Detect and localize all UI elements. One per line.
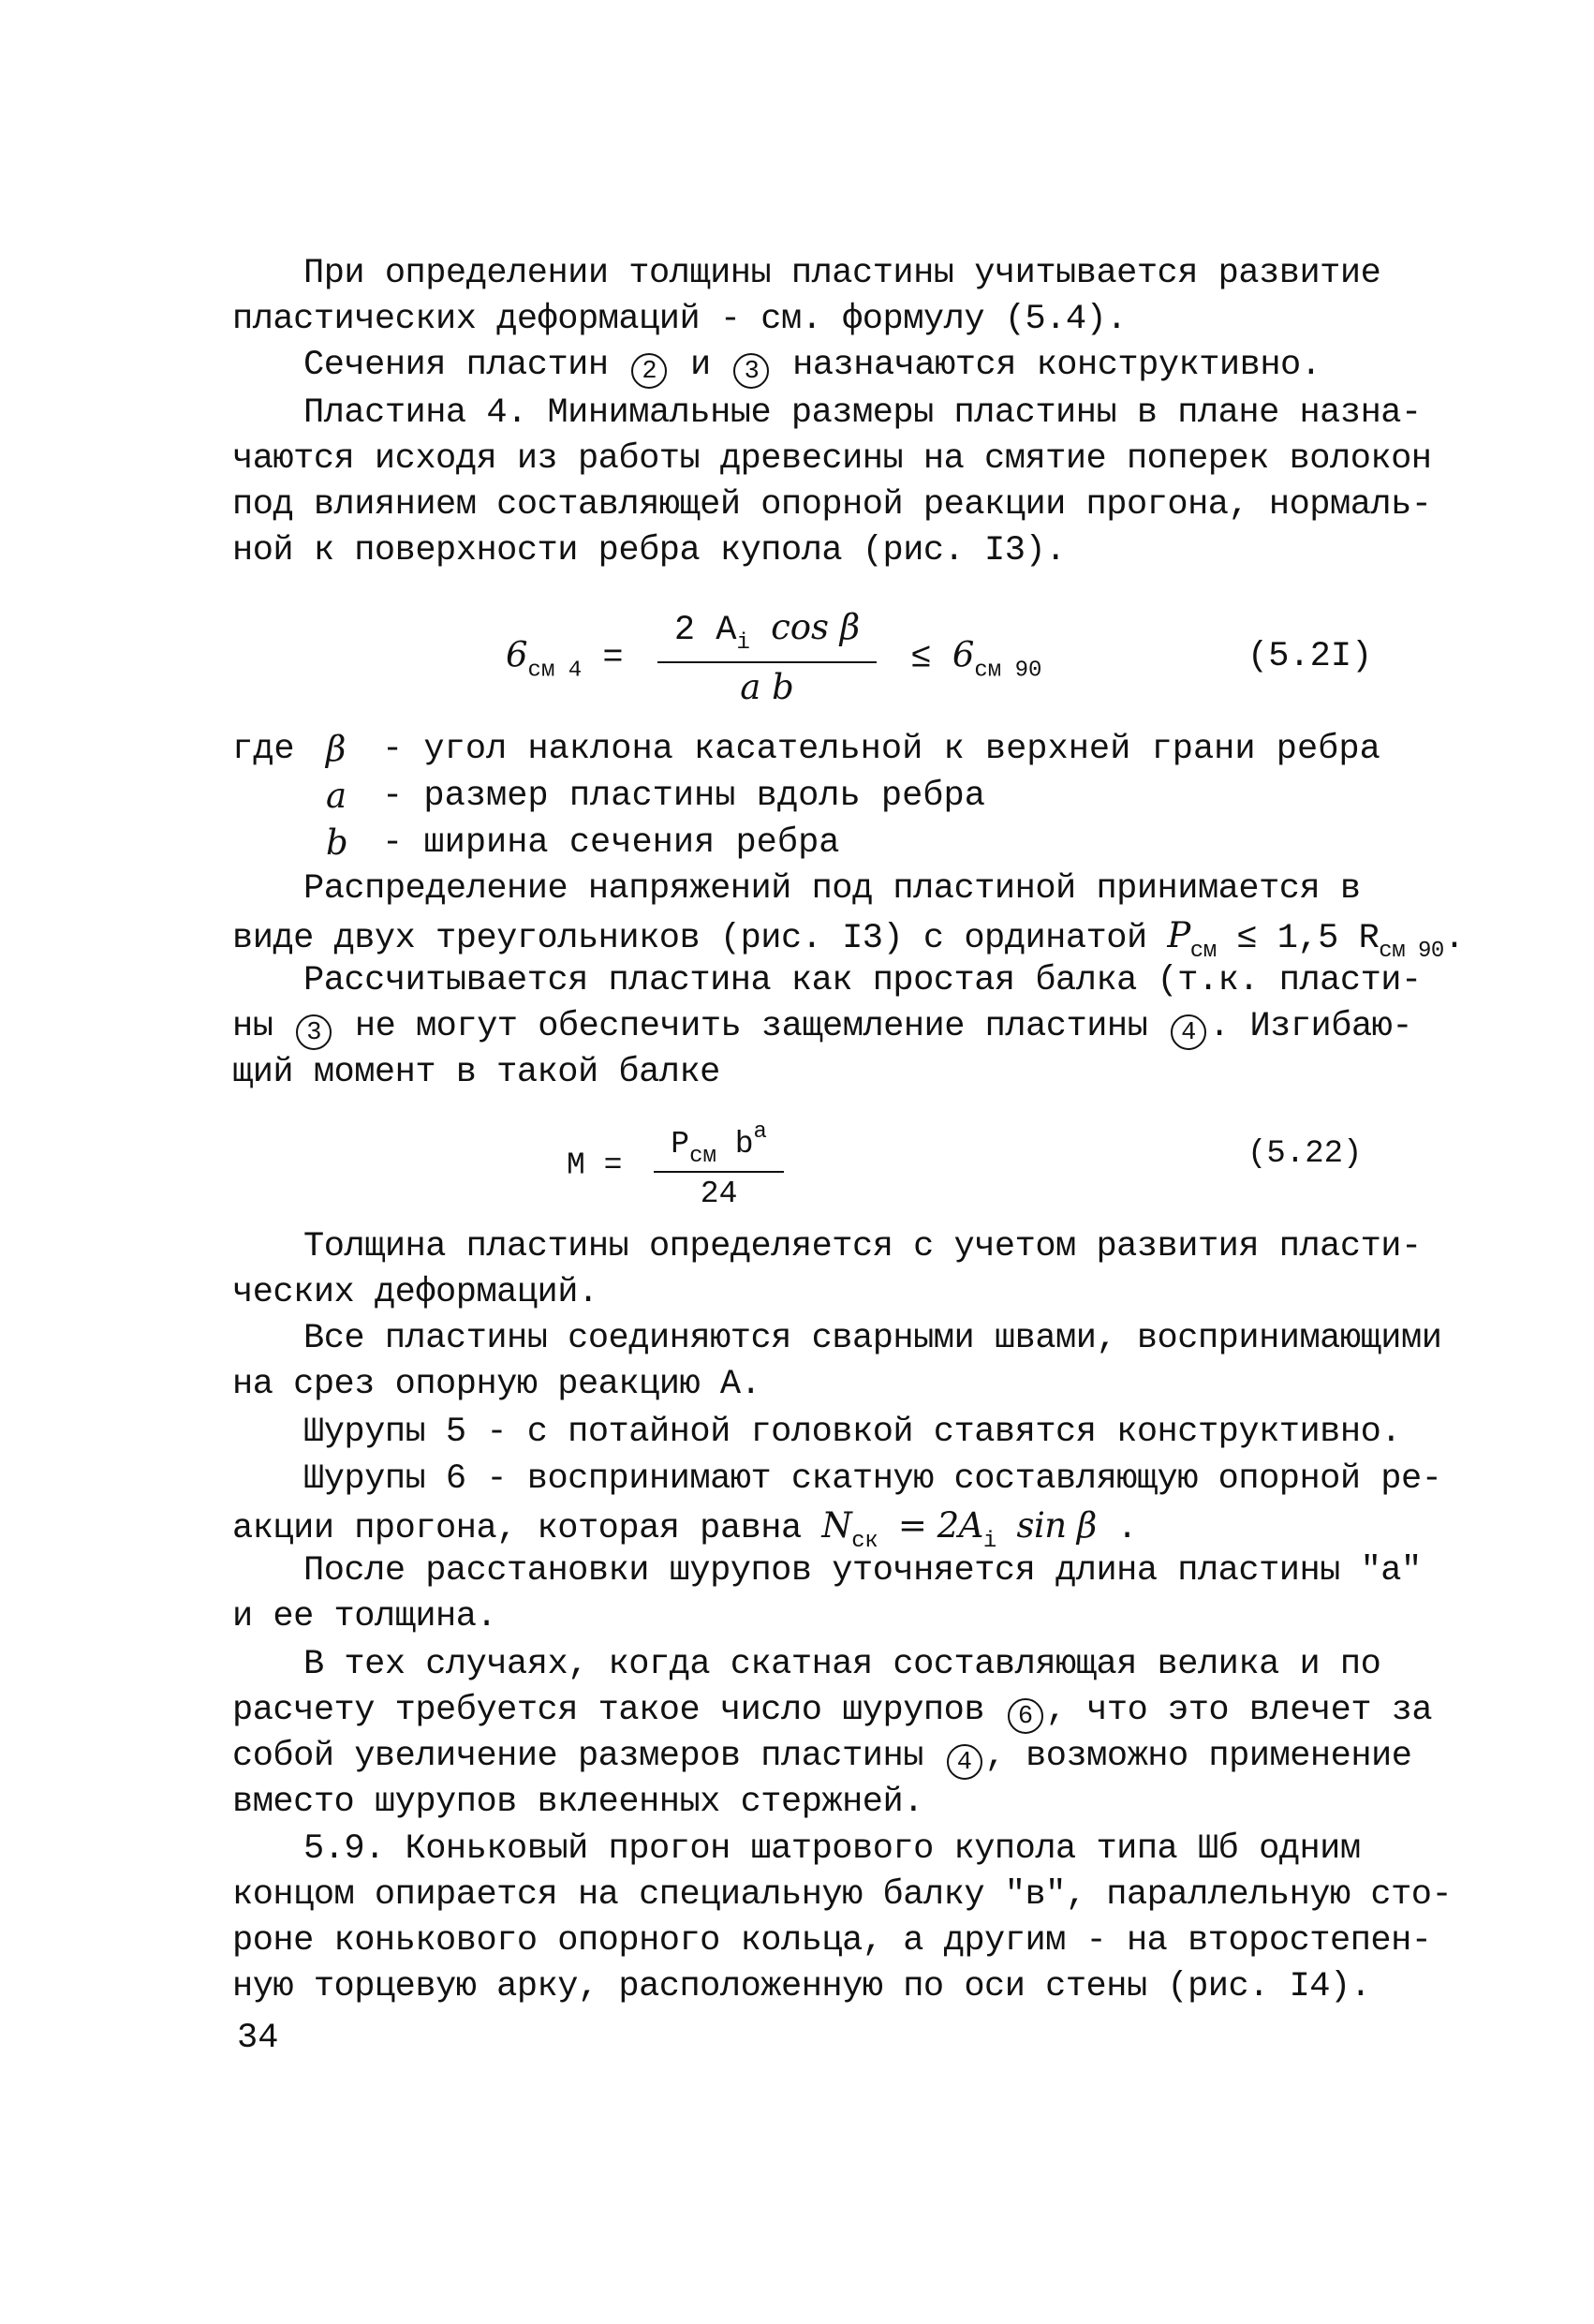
formula-fraction xyxy=(657,607,877,707)
math-symbol: N xyxy=(821,1505,852,1546)
text-line: Распределение напряжений под пластиной принимается в xyxy=(303,869,1361,909)
definition-text: - размер пластины вдоль ребра xyxy=(382,777,985,816)
text-line: концом опирается на специальную балку "в", параллельную сто- xyxy=(232,1875,1453,1915)
formula-5-22 xyxy=(567,1119,797,1211)
math-symbol: P xyxy=(1167,915,1190,955)
definition-row xyxy=(232,726,1380,773)
math-dot: . xyxy=(1116,1509,1138,1548)
numerator-cos: cos β xyxy=(771,607,861,647)
text-fragment: , возможно применение xyxy=(984,1737,1412,1776)
circled-number: 2 xyxy=(631,353,667,389)
math-subscript: см xyxy=(1189,939,1217,964)
math-expression: sin β xyxy=(1016,1505,1097,1546)
formula-5-21 xyxy=(506,607,1041,707)
text-line: чаются исходя из работы древесины на смятие поперек волокон xyxy=(232,439,1432,479)
formula-equals: = xyxy=(602,638,624,678)
formula-denominator: a b xyxy=(740,667,794,707)
text-line: Шурупы 5 - с потайной головкой ставятся конструктивно. xyxy=(303,1413,1401,1452)
math-value: 1,5 R xyxy=(1277,919,1380,958)
definitions-list xyxy=(232,726,1380,866)
paragraph-plate-4 xyxy=(232,391,1432,574)
paragraph-simple-beam xyxy=(232,958,1422,1096)
text-line: и ее толщина. xyxy=(232,1597,497,1636)
text-line: 5.9. Коньковый прогон шатрового купола типа Шб одним xyxy=(303,1829,1361,1869)
circled-number: 4 xyxy=(947,1744,982,1780)
page-number: 34 xyxy=(237,2019,279,2058)
numerator-subscript: i xyxy=(736,630,750,656)
equation-number: (5.22) xyxy=(1247,1136,1363,1172)
formula-rhs: 6 xyxy=(952,634,975,675)
text-fragment: Сечения пластин xyxy=(303,346,609,385)
paragraph-plasticity xyxy=(232,251,1380,343)
definition-text: - ширина сечения ребра xyxy=(382,823,840,863)
text-line: Толщина пластины определяется с учетом развития пласти- xyxy=(303,1227,1422,1266)
text-line: При определении толщины пластины учитывается развитие xyxy=(303,254,1381,293)
text-line xyxy=(232,1688,1432,1734)
formula-lhs-subscript: см 4 xyxy=(527,658,583,684)
text-fragment: собой увеличение размеров пластины xyxy=(232,1737,923,1776)
math-subscript: см 90 xyxy=(1379,939,1444,964)
formula-lhs: 6 xyxy=(506,634,528,675)
definition-symbol: β xyxy=(326,729,347,769)
text-line xyxy=(232,1004,1422,1050)
paragraph-glued-rods xyxy=(232,1642,1432,1826)
text-line: Шурупы 6 - воспринимают скатную составляющую опорной ре- xyxy=(303,1459,1442,1499)
text-fragment: акции прогона, которая равна xyxy=(232,1509,802,1548)
definition-symbol: a xyxy=(326,776,347,816)
paragraph-screw-placement xyxy=(232,1548,1422,1640)
numerator-part: 2 A xyxy=(673,611,737,650)
paragraph-screws-5 xyxy=(232,1410,1401,1456)
math-dot: . xyxy=(1443,919,1465,958)
definition-text: - угол наклона касательной к верхней грани ребра xyxy=(382,730,1380,769)
paragraph-thickness xyxy=(232,1224,1422,1316)
definition-row xyxy=(232,820,1380,866)
formula-numerator xyxy=(654,1119,784,1173)
paragraph-section-5-9 xyxy=(232,1827,1452,2010)
text-line: Все пластины соединяются сварными швами, воспринимающими xyxy=(303,1319,1442,1358)
equation-number: (5.2I) xyxy=(1247,637,1373,676)
text-fragment: назначаются конструктивно. xyxy=(792,346,1321,385)
formula-lhs: M xyxy=(567,1147,585,1183)
formula-denominator: 24 xyxy=(700,1177,738,1211)
circled-number: 3 xyxy=(296,1014,332,1050)
where-label: где xyxy=(232,730,295,769)
text-line: на срез опорную реакцию A. xyxy=(232,1365,761,1404)
formula-less-equal: ≤ xyxy=(910,638,932,678)
text-line: роне конькового опорного кольца, а другим - на второстепен- xyxy=(232,1921,1432,1961)
text-fragment: виде двух треугольников (рис. I3) с ординатой xyxy=(232,919,1147,958)
text-fragment: ны xyxy=(232,1007,273,1046)
text-fragment: и xyxy=(690,346,711,385)
paragraph-sections xyxy=(232,343,1321,389)
text-fragment: расчету требуется такое число шурупов xyxy=(232,1691,985,1730)
numerator-part: P xyxy=(671,1127,690,1162)
text-line xyxy=(232,343,1321,389)
circled-number: 6 xyxy=(1008,1698,1043,1734)
math-expression: = 2A xyxy=(897,1505,983,1546)
text-line xyxy=(232,1734,1432,1780)
formula-numerator xyxy=(657,607,877,663)
math-subscript: i xyxy=(982,1529,996,1554)
text-line: ной к поверхности ребра купола (рис. I3). xyxy=(232,531,1066,570)
numerator-subscript: см xyxy=(689,1144,716,1169)
paragraph-welding xyxy=(232,1316,1441,1408)
text-line: Пластина 4. Минимальные размеры пластины в плане назна- xyxy=(303,393,1422,433)
formula-rhs-subscript: см 90 xyxy=(974,658,1042,684)
text-fragment: не могут обеспечить защемление пластины xyxy=(354,1007,1148,1046)
definition-symbol: b xyxy=(326,822,348,863)
text-fragment: , что это влечет за xyxy=(1045,1691,1433,1730)
formula-fraction xyxy=(654,1119,784,1211)
formula-equals: = xyxy=(603,1147,623,1183)
numerator-part: b xyxy=(734,1127,754,1162)
text-line: ную торцевую арку, расположенную по оси стены (рис. I4). xyxy=(232,1967,1371,2006)
text-line: под влиянием составляющей опорной реакции прогона, нормаль- xyxy=(232,485,1432,525)
math-subscript: ск xyxy=(851,1529,878,1554)
text-line: вместо шурупов вклеенных стержней. xyxy=(232,1783,923,1822)
text-line: ческих деформаций. xyxy=(232,1273,598,1312)
circled-number: 4 xyxy=(1171,1014,1206,1050)
text-fragment: . Изгибаю- xyxy=(1209,1007,1413,1046)
math-less-equal: ≤ xyxy=(1236,919,1258,958)
text-line: щий момент в такой балке xyxy=(232,1053,720,1092)
text-line: После расстановки шурупов уточняется длина пластины "а" xyxy=(303,1551,1422,1591)
circled-number: 3 xyxy=(733,353,769,389)
numerator-superscript: a xyxy=(753,1119,767,1145)
definition-row xyxy=(232,773,1380,820)
text-line: В тех случаях, когда скатная составляющая велика и по xyxy=(303,1645,1381,1684)
text-line: Рассчитывается пластина как простая балка (т.к. пласти- xyxy=(303,961,1422,1000)
text-line: пластических деформаций - см. формулу (5.4). xyxy=(232,300,1127,339)
